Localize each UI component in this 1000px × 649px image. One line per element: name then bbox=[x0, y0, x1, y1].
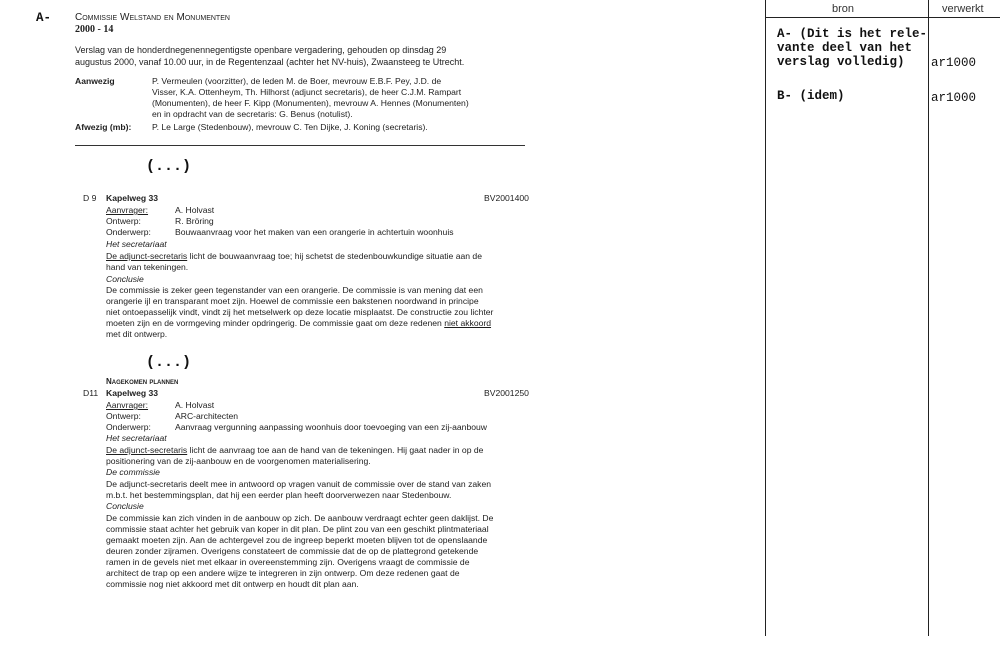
paragraph-text: licht de aanvraag toe aan de hand van de tekeningen. Hij gaat nader in op de bbox=[187, 445, 484, 455]
section-title: Nagekomen plannen bbox=[106, 377, 179, 386]
aanvrager-value: A. Holvast bbox=[175, 205, 215, 215]
bron-entry-line: vante deel van het bbox=[777, 41, 913, 55]
paragraph-line bbox=[106, 251, 482, 262]
table-border-left bbox=[765, 0, 766, 636]
paragraph-line bbox=[106, 318, 491, 329]
aanvrager-value: A. Holvast bbox=[175, 400, 215, 410]
section-heading: De commissie bbox=[106, 467, 160, 477]
verwerkt-entry: ar1000 bbox=[931, 91, 977, 105]
paragraph-line: deuren zonder zijramen. Overigens constateert de commissie dat de op de plattegrond getekende bbox=[106, 546, 479, 556]
paragraph-line: commissie nog niet akkoord met dit ontwerp en houdt dit plan aan. bbox=[106, 579, 359, 589]
ontwerp-label: Ontwerp: bbox=[106, 411, 141, 421]
item-code: D 9 bbox=[83, 193, 97, 203]
paragraph-line: niet ontoepasselijk vindt, vindt zij het metselwerk op deze locatie misplaatst. De constructie zou lichter bbox=[106, 307, 494, 317]
section-heading: Conclusie bbox=[106, 274, 144, 284]
table-column-divider bbox=[928, 0, 929, 636]
ellipsis-marker: (...) bbox=[146, 158, 192, 175]
paragraph-line: met dit ontwerp. bbox=[106, 329, 168, 339]
item-reference: BV2001400 bbox=[484, 193, 529, 203]
bron-entry-line: A- (Dit is het rele- bbox=[777, 27, 928, 41]
paragraph-line: ramen in de gevels niet met elkaar in overeenstemming zijn. Overigens vraagt de commissie de bbox=[106, 557, 470, 567]
present-line: (Monumenten), de heer F. Kipp (Monumenten), mevrouw A. Hennes (Monumenten) bbox=[152, 98, 469, 108]
intro-line: Verslag van de honderdnegenennegentigste openbare vergadering, gehouden op dinsdag 29 bbox=[75, 45, 447, 55]
section-heading: Conclusie bbox=[106, 501, 144, 511]
section-heading: Het secretariaat bbox=[106, 433, 167, 443]
ontwerp-value: ARC-architecten bbox=[175, 411, 239, 421]
paragraph-line: m.b.t. het bestemmingsplan, dat hij een eerder plan heeft doorverwezen naar Stedenbouw. bbox=[106, 490, 452, 500]
paragraph-line: orangerie ijl en transparant moet zijn. Hoewel de commissie een bakstenen noordwand in principe bbox=[106, 296, 479, 306]
intro-line: augustus 2000, vanaf 10.00 uur, in de Regentenzaal (achter het NV-huis), Zwaansteeg te Utrecht. bbox=[75, 57, 465, 67]
verdict-text: niet akkoord bbox=[444, 318, 492, 328]
aanvrager-label: Aanvrager: bbox=[106, 400, 149, 410]
bron-entry-line: verslag volledig) bbox=[777, 55, 905, 69]
column-header-bron: bron bbox=[832, 3, 855, 15]
paragraph-line: architect de trap op een andere wijze te integreren in zijn ontwerp. Om deze redenen gaat de bbox=[106, 568, 460, 578]
onderwerp-value: Bouwaanvraag voor het maken van een orangerie in achtertuin woonhuis bbox=[175, 227, 454, 237]
paragraph-line: De commissie kan zich vinden in de aanbouw op zich. De aanbouw verdraagt echter geen daklijst. De bbox=[106, 513, 494, 523]
ellipsis-marker: (...) bbox=[146, 354, 192, 371]
aanvrager-label: Aanvrager: bbox=[106, 205, 149, 215]
header-year: 2000 - 14 bbox=[75, 24, 114, 35]
present-line: Visser, K.A. Ottenheym, Th. Hilhorst (adjunct secretaris), de heer C.J.M. Rampart bbox=[152, 87, 462, 97]
ontwerp-label: Ontwerp: bbox=[106, 216, 141, 226]
onderwerp-value: Aanvraag vergunning aanpassing woonhuis door toevoeging van een zij-aanbouw bbox=[175, 422, 487, 432]
table-header-rule bbox=[765, 17, 1000, 18]
header-divider bbox=[75, 145, 525, 146]
paragraph-line: hand van tekeningen. bbox=[106, 262, 189, 272]
underlined-lead: De adjunct-secretaris bbox=[106, 251, 188, 261]
column-header-verwerkt: verwerkt bbox=[942, 3, 984, 15]
paragraph-line bbox=[106, 445, 483, 456]
bron-entry-line: B- (idem) bbox=[777, 89, 845, 103]
paragraph-line: commissie staat achter het gebruik van koper in dit plan. De plint zou van een geschikt plintmateriaal bbox=[106, 524, 489, 534]
absent-line: P. Le Large (Stedenbouw), mevrouw C. Ten Dijke, J. Koning (secretaris). bbox=[152, 122, 428, 132]
underlined-lead: De adjunct-secretaris bbox=[106, 445, 188, 455]
paragraph-text: moeten zijn en de vormgeving minder opdringerig. De commissie gaat om deze redenen bbox=[106, 318, 445, 328]
present-line: P. Vermeulen (voorzitter), de leden M. de Boer, mevrouw E.B.F. Pey, J.D. de bbox=[152, 76, 442, 86]
margin-label: A- bbox=[36, 11, 52, 25]
paragraph-line: De adjunct-secretaris deelt mee in antwoord op vragen vanuit de commissie over de stand van zaken bbox=[106, 479, 492, 489]
onderwerp-label: Onderwerp: bbox=[106, 422, 151, 432]
ontwerp-value: R. Bröring bbox=[175, 216, 214, 226]
item-reference: BV2001250 bbox=[484, 388, 529, 398]
present-label: Aanwezig bbox=[75, 76, 115, 86]
item-address: Kapelweg 33 bbox=[106, 193, 159, 203]
section-heading: Het secretariaat bbox=[106, 239, 167, 249]
verwerkt-entry: ar1000 bbox=[931, 56, 977, 70]
header-org: Commissie Welstand en Monumenten bbox=[75, 12, 230, 23]
onderwerp-label: Onderwerp: bbox=[106, 227, 151, 237]
item-code: D11 bbox=[83, 388, 99, 398]
item-address: Kapelweg 33 bbox=[106, 388, 159, 398]
paragraph-line: positionering van de zij-aanbouw en de voorgenomen materialisering. bbox=[106, 456, 371, 466]
paragraph-line: De commissie is zeker geen tegenstander van een orangerie. De commissie is van mening dat een bbox=[106, 285, 483, 295]
present-line: en in opdracht van de secretaris: G. Benus (notulist). bbox=[152, 109, 353, 119]
paragraph-line: gemaakt moeten zijn. Aan de achtergevel zou de ingreep beperkt moeten blijven tot de openslaande bbox=[106, 535, 488, 545]
paragraph-text: licht de bouwaanvraag toe; hij schetst de stedenbouwkundige situatie aan de bbox=[187, 251, 482, 261]
absent-label: Afwezig (mb): bbox=[75, 122, 132, 132]
